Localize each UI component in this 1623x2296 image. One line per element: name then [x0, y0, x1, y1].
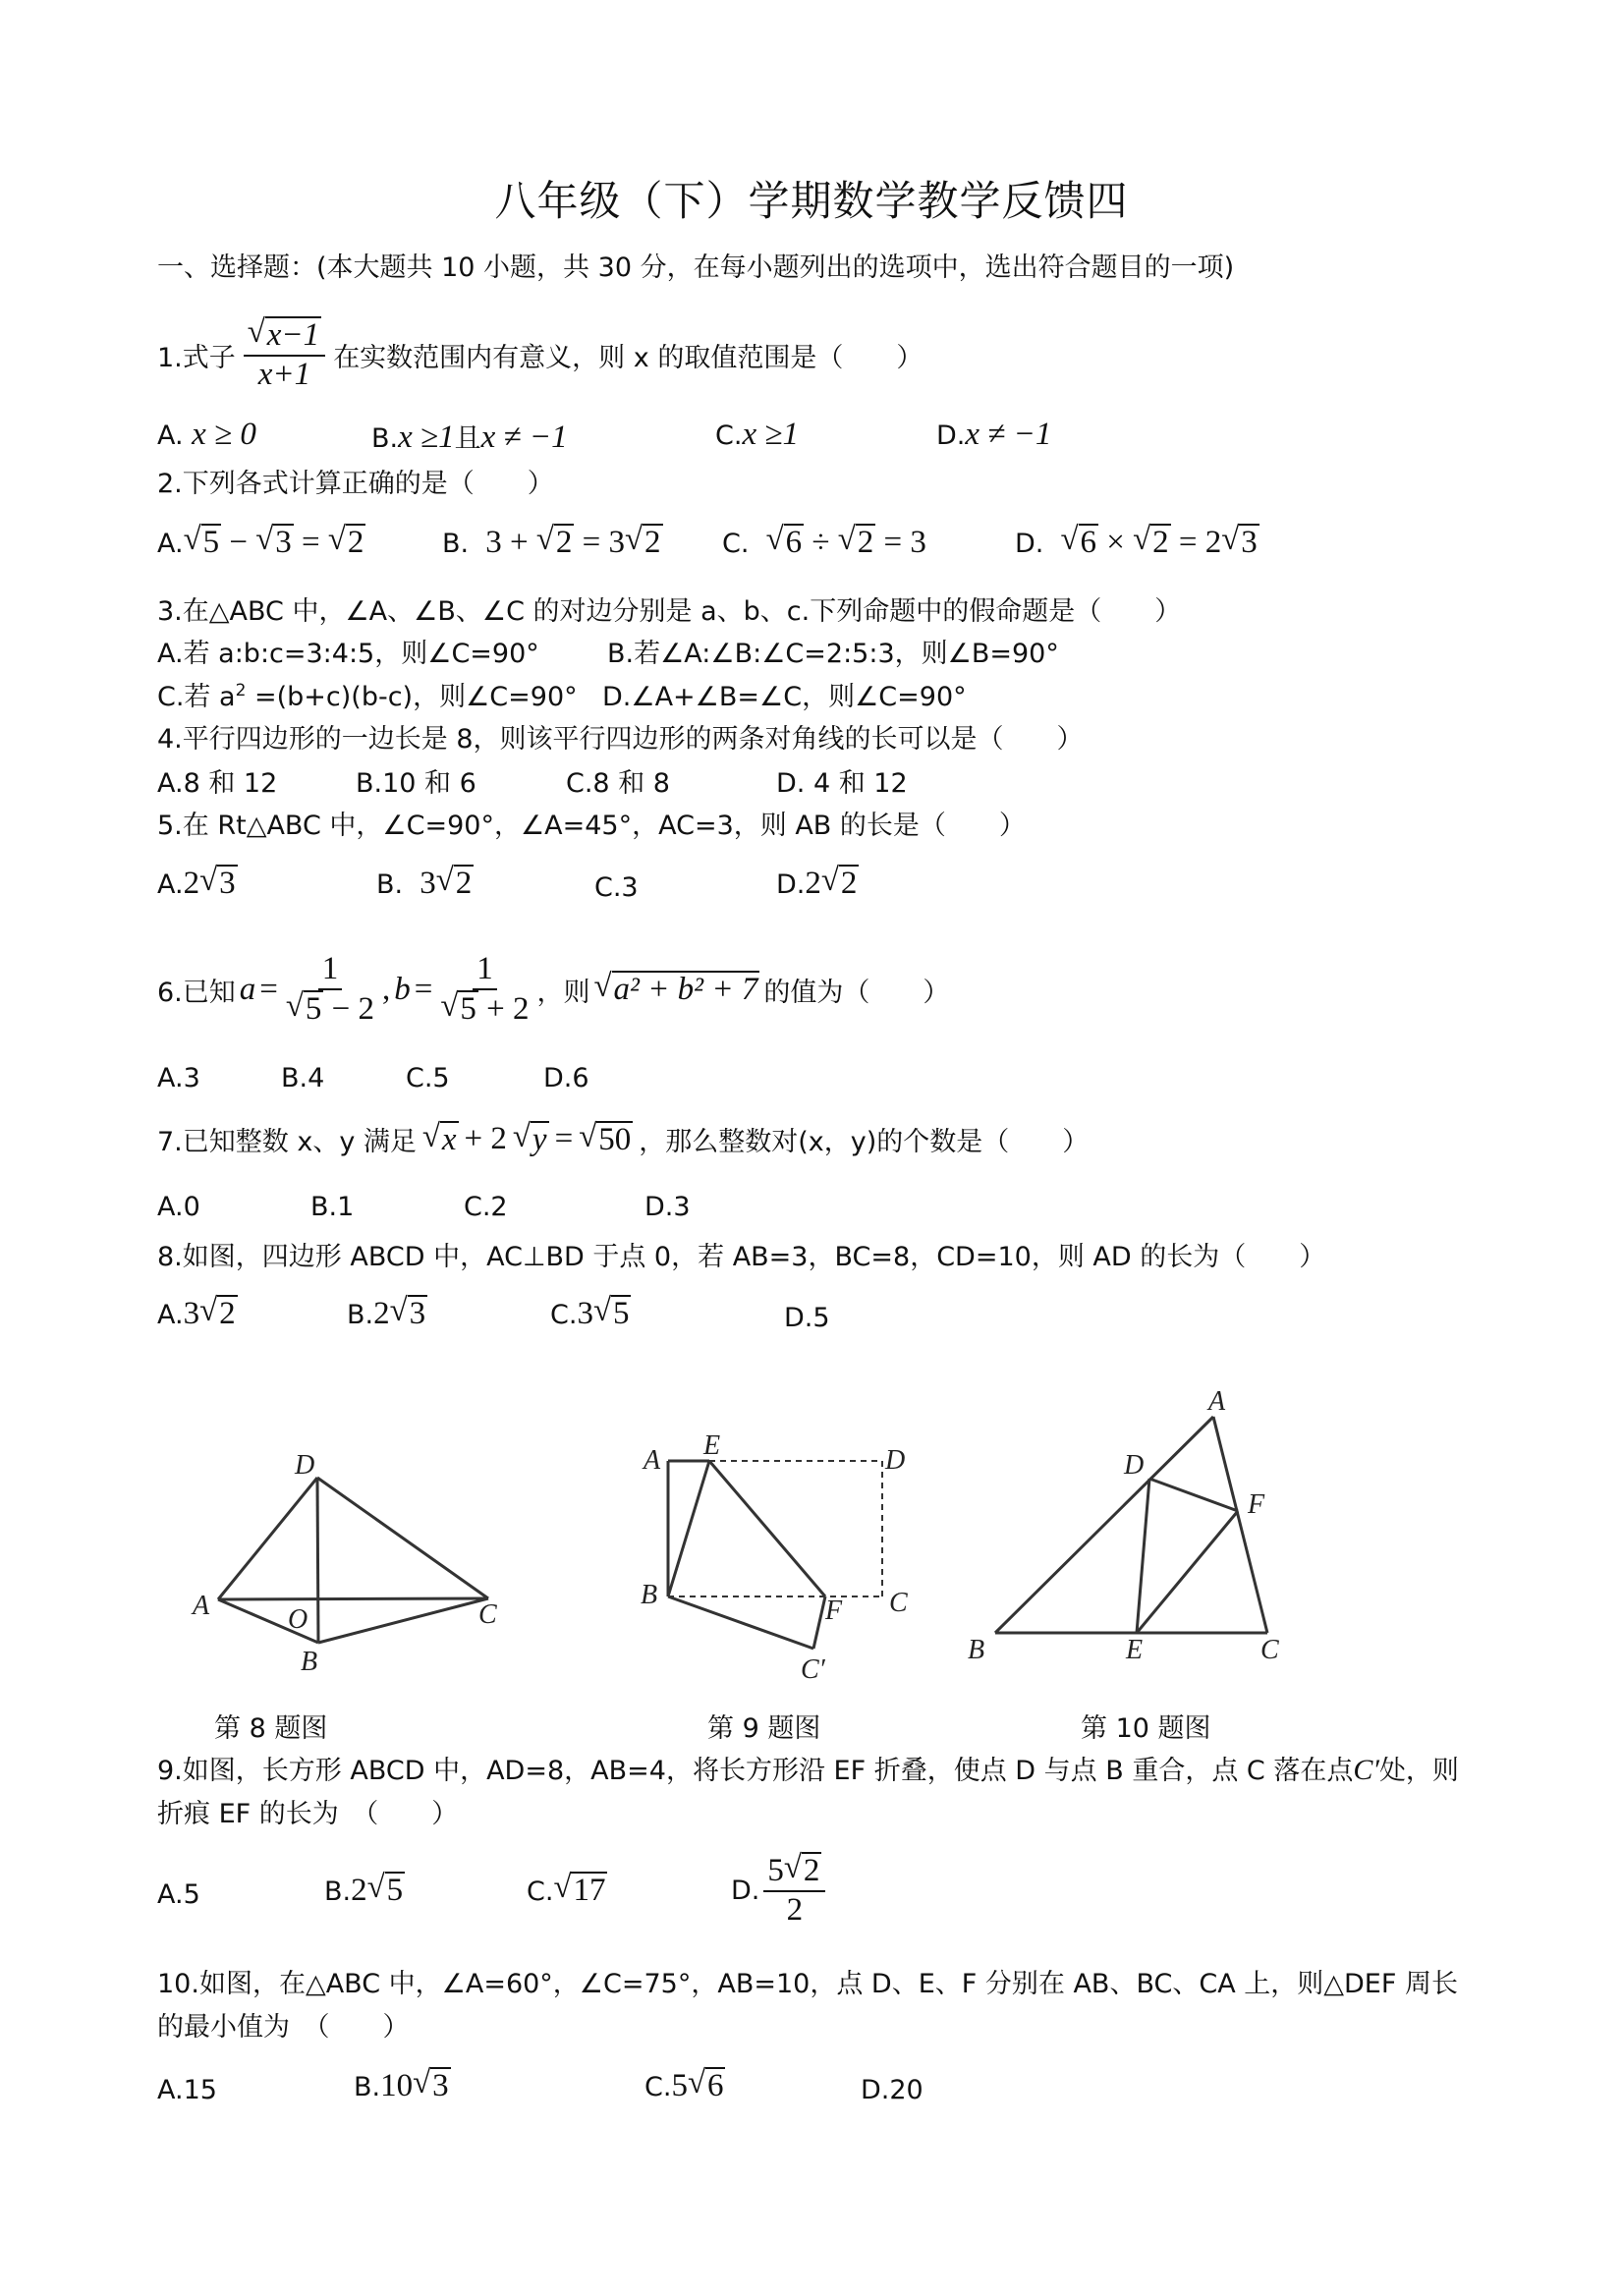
fig10-label-a: A	[1208, 1386, 1226, 1417]
q2-option-b: B. 3 + √ 2 = 3√ 2	[442, 524, 663, 561]
fig9-label-a: A	[644, 1445, 661, 1476]
question-4-stem: 4.平行四边形的一边长是 8，则该平行四边形的两条对角线的长可以是（ ）	[157, 724, 1084, 755]
q8-option-a: A.3√ 2	[157, 1295, 238, 1332]
fig9-label-f: F	[825, 1596, 843, 1626]
q1-option-b: B.x ≥1且x ≠ −1	[371, 420, 568, 455]
fig8-label-d: D	[295, 1450, 315, 1481]
q4-option-b: B.10 和 6	[356, 768, 476, 799]
q7-option-d: D.3	[644, 1192, 691, 1222]
q8-option-d: D.5	[784, 1303, 830, 1333]
question-9-stem-line1: 9.如图，长方形 ABCD 中，AD=8，AB=4，将长方形沿 EF 折叠，使点 D 与点 B 重合，点 C 落在点C′处，则	[157, 1754, 1459, 1786]
q6-option-d: D.6	[543, 1063, 589, 1093]
q3-option-d: D.∠A+∠B=∠C，则∠C=90°	[602, 682, 967, 712]
fig8-label-a: A	[193, 1591, 210, 1621]
q9-option-b: B.2√ 5	[324, 1872, 405, 1909]
fig9-label-b: B	[641, 1580, 658, 1610]
figure-10	[995, 1417, 1267, 1633]
page-title: 八年级（下）学期数学教学反馈四	[494, 177, 1129, 225]
q4-option-d: D. 4 和 12	[776, 768, 908, 799]
question-10-stem-line2: 的最小值为 （ ）	[157, 2012, 410, 2043]
q8-option-b: B.2√ 3	[347, 1295, 427, 1332]
fig10-label-d: D	[1124, 1450, 1145, 1481]
q9-option-d: D. $\frac{5√ 2}{2}$	[731, 1852, 825, 1930]
q10-option-c: C.5√ 6	[644, 2067, 725, 2104]
q1-option-a: A. x ≥ 0	[157, 417, 256, 452]
q1-option-c: C.x ≥1	[715, 417, 799, 452]
fig8-label-b: B	[301, 1647, 318, 1677]
q5-option-d: D.2√ 2	[776, 865, 859, 902]
q4-option-c: C.8 和 8	[566, 768, 670, 799]
question-2-stem: 2.下列各式计算正确的是（ ）	[157, 469, 554, 499]
fig10-label-f: F	[1248, 1489, 1265, 1520]
q6-fraction-b: 1 √ 5 + 2	[436, 951, 532, 1029]
question-1-stem	[157, 316, 923, 394]
q1-lead: 1.式子	[157, 342, 236, 373]
q7-option-c: C.2	[464, 1192, 508, 1222]
figure-10-caption: 第 10 题图	[1081, 1713, 1211, 1744]
fig9-label-d: D	[885, 1445, 906, 1476]
q1-fraction: √ $\frac{x-1}{x+1}$	[244, 316, 325, 394]
q2-option-c: C. √ 6 ÷ √ 2 = 3	[722, 524, 926, 561]
q6-option-c: C.5	[406, 1063, 450, 1093]
q5-option-a: A.2√ 3	[157, 865, 238, 902]
question-7-stem: 7.已知整数 x、y 满足 √ x + 2 √ y = √ 50 ，那么整数对(x，y)的个数是（ ）	[157, 1120, 1089, 1158]
q1-rest: 在实数范围内有意义，则 x 的取值范围是（ ）	[333, 342, 923, 373]
q9-option-c: C.√ 17	[527, 1872, 607, 1909]
question-6-stem: 6.已知 a = 1 √ 5 − 2 , b = 1 √ 5 + 2 ，则 √ a² + b² + 7 的值为（ ）	[157, 951, 949, 1029]
q10-option-d: D.20	[861, 2075, 923, 2105]
figure-9	[668, 1461, 882, 1649]
fig10-label-e: E	[1126, 1635, 1144, 1665]
question-10-stem-line1: 10.如图，在△ABC 中，∠A=60°，∠C=75°，AB=10，点 D、E、F 分别在 AB、BC、CA 上，则△DEF 周长	[157, 1969, 1458, 1999]
q10-option-a: A.15	[157, 2075, 217, 2105]
q4-option-a: A.8 和 12	[157, 768, 278, 799]
fig9-label-e: E	[703, 1430, 721, 1461]
q9-option-a: A.5	[157, 1879, 200, 1910]
question-5-stem: 5.在 Rt△ABC 中，∠C=90°，∠A=45°，AC=3，则 AB 的长是（ ）	[157, 811, 1026, 841]
q7-option-a: A.0	[157, 1192, 200, 1222]
fig10-label-b: B	[968, 1635, 985, 1665]
figure-8	[218, 1478, 488, 1643]
section-heading: 一、选择题：(本大题共 10 小题，共 30 分，在每小题列出的选项中，选出符合题目的一项)	[157, 252, 1235, 283]
figure-8-caption: 第 8 题图	[214, 1713, 328, 1744]
q3-option-c: C.若 $a^2 =(b+c)(b-c)$，则∠C=90°	[157, 681, 578, 712]
figure-9-caption: 第 9 题图	[707, 1713, 821, 1744]
fig8-label-c: C	[478, 1599, 497, 1630]
q8-option-c: C.3√ 5	[550, 1295, 631, 1332]
q1-option-d: D.x ≠ −1	[936, 417, 1052, 452]
fig8-label-o: O	[288, 1604, 308, 1635]
question-3-stem: 3.在△ABC 中，∠A、∠B、∠C 的对边分别是 a、b、c.下列命题中的假命题是（ ）	[157, 596, 1182, 627]
fig10-label-c: C	[1260, 1635, 1279, 1665]
question-8-stem: 8.如图，四边形 ABCD 中，AC⊥BD 于点 0，若 AB=3，BC=8，CD=10，则 AD 的长为（ ）	[157, 1242, 1326, 1272]
fig9-label-c: C	[889, 1588, 908, 1618]
q6-option-b: B.4	[281, 1063, 325, 1093]
fig9-label-c-prime: C′	[801, 1654, 825, 1685]
q5-option-c: C.3	[594, 872, 639, 903]
q5-option-b: B. 3√ 2	[376, 865, 474, 902]
q2-option-d: D. √ 6 × √ 2 = 2√ 3	[1015, 524, 1259, 561]
q6-fraction-a: 1 √ 5 − 2	[282, 951, 378, 1029]
q3-option-a: A.若 a:b:c=3:4:5，则∠C=90°	[157, 639, 539, 669]
q10-option-b: B.10√ 3	[354, 2067, 451, 2104]
figure-area	[0, 1375, 1623, 1709]
q6-option-a: A.3	[157, 1063, 200, 1093]
q7-option-b: B.1	[310, 1192, 355, 1222]
q3-option-b: B.若∠A:∠B:∠C=2:5:3，则∠B=90°	[607, 639, 1059, 669]
q2-option-a: A.√ 5 − √ 3 = √ 2	[157, 524, 365, 561]
question-9-stem-line2: 折痕 EF 的长为 （ ）	[157, 1799, 459, 1829]
